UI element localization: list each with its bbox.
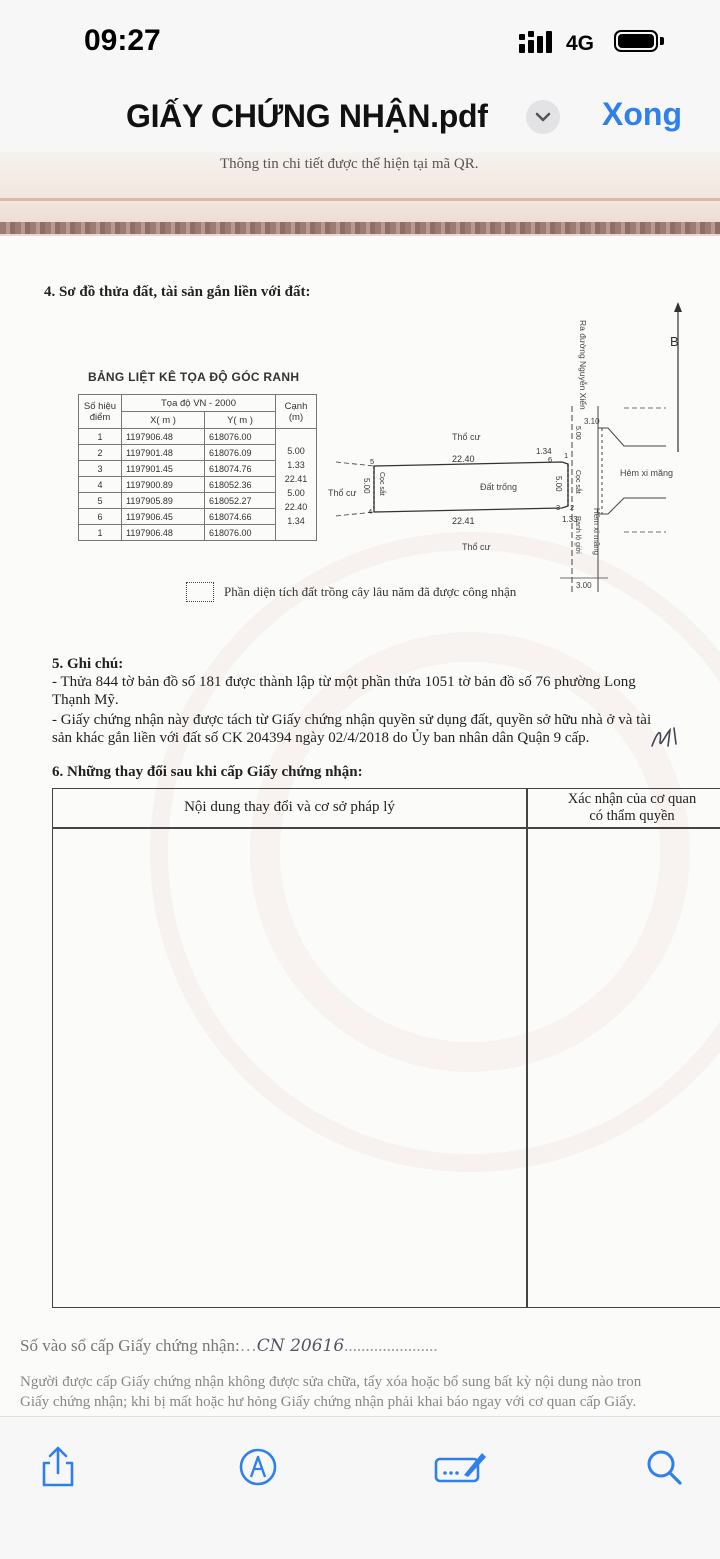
header-coordinate: Tọa độ VN - 2000 (122, 395, 276, 412)
done-button[interactable]: Xong (602, 96, 682, 132)
section-6-title: 6. Những thay đổi sau khi cấp Giấy chứng nhận: (52, 764, 363, 780)
pdf-page[interactable] (0, 152, 720, 1416)
x-value: 1197906.45 (122, 509, 205, 525)
land-left-label: Thổ cư (328, 488, 357, 498)
signature-icon[interactable] (434, 1445, 488, 1489)
initials-signature (648, 724, 688, 752)
dim-left: 5.00 (362, 478, 371, 494)
point-id: 4 (79, 477, 122, 493)
alley-label-vertical: Hẻm xi măng (592, 508, 601, 556)
edge-column (276, 429, 317, 541)
dim-a: 1.34 (536, 447, 552, 456)
alley-edge-top (598, 428, 666, 446)
coordinate-table-title: BẢNG LIỆT KÊ TỌA ĐỘ GÓC RANH (88, 370, 300, 384)
header-edge: Cạnh (m) (276, 395, 317, 429)
point-6-label: 6 (548, 455, 553, 464)
point-id: 3 (79, 461, 122, 477)
point-id: 6 (79, 509, 122, 525)
x-value: 1197905.89 (122, 493, 205, 509)
bottom-toolbar (0, 1416, 720, 1559)
x-value: 1197901.48 (122, 445, 205, 461)
point-id: 1 (79, 525, 122, 541)
header-y: Y( m ) (205, 412, 276, 429)
north-arrowhead (674, 302, 682, 312)
note-line: - Thửa 844 tờ bản đồ số 181 được thành lập từ một phần thửa 1051 tờ bản đồ số 76 phường Long (52, 674, 636, 690)
registry-number: Số vào sổ cấp Giấy chứng nhận:…CN 20616...................... (20, 1336, 438, 1356)
parcel-outline (374, 462, 568, 512)
x-value: 1197906.48 (122, 525, 205, 541)
x-value: 1197906.48 (122, 429, 205, 445)
y-value: 618074.76 (205, 461, 276, 477)
battery-icon (614, 30, 658, 52)
legend-text: Phần diện tích đất trồng cây lâu năm đã được công nhận (224, 584, 517, 599)
header-x: X( m ) (122, 412, 205, 429)
document-title[interactable]: GIẤY CHỨNG NHẬN.pdf (126, 98, 488, 134)
point-3-label: 3 (556, 503, 561, 512)
edge-value: 5.00 (287, 487, 305, 498)
y-value: 618076.00 (205, 525, 276, 541)
navigation-bar (0, 80, 720, 152)
wall-left-label: Cọc sắt (378, 472, 385, 496)
dim-top: 22.40 (452, 454, 475, 464)
land-bottom-label: Thổ cư (462, 542, 491, 552)
changes-confirm-header (527, 791, 720, 825)
edge-value: 22.40 (284, 501, 308, 512)
cellular-signal-icon (518, 30, 558, 54)
point-id: 1 (79, 429, 122, 445)
section-4-title: 4. Sơ đồ thửa đất, tài sản gắn liền với đất: (44, 284, 311, 300)
parcel-diagram (316, 302, 720, 602)
point-2-label: 2 (570, 503, 575, 512)
x-value: 1197900.89 (122, 477, 205, 493)
y-value: 618076.00 (205, 429, 276, 445)
setback-label: Ranh lộ giới (574, 516, 581, 554)
y-value: 618076.09 (205, 445, 276, 461)
dim-alley-top: 3.10 (584, 417, 600, 426)
network-type: 4G (566, 32, 595, 55)
confirm-header-line: Xác nhận của cơ quan (567, 791, 697, 807)
battery-nub (660, 37, 664, 45)
neighbor-line-top (336, 462, 374, 466)
road-label: Ra đường Nguyễn Xiển (578, 320, 588, 410)
qr-note: Thông tin chi tiết được thể hiện tại mã QR. (220, 156, 479, 172)
chevron-down-icon (526, 100, 560, 134)
status-bar (0, 0, 720, 80)
dim-right-2: 5.00 (574, 426, 581, 440)
edge-value: 22.41 (284, 473, 308, 484)
markup-icon[interactable] (236, 1445, 280, 1489)
note-line: Thạnh Mỹ. (52, 692, 119, 708)
coordinate-table (78, 394, 317, 541)
edge-value: 5.00 (287, 445, 305, 456)
dim-b: 1.33 (562, 515, 578, 524)
point-4-label: 4 (368, 507, 373, 516)
table-row (79, 429, 317, 445)
warning-line: Người được cấp Giấy chứng nhận không được sửa chữa, tẩy xóa hoặc bổ sung bất kỳ nội dung nào tron (20, 1374, 642, 1390)
point-id: 5 (79, 493, 122, 509)
search-icon[interactable] (642, 1445, 686, 1489)
wall-right-label: Cọc sắt (574, 470, 581, 494)
section-5-title: 5. Ghi chú: (52, 656, 124, 672)
registry-label: Số vào sổ cấp Giấy chứng nhận: (20, 1336, 240, 1355)
warning-line: Giấy chứng nhận; khi bị mất hoặc hư hỏng Giấy chứng nhận phải khai báo ngay với cơ quan cấp Giấy. (20, 1394, 637, 1410)
point-5-label: 5 (370, 457, 375, 466)
note-line: - Giấy chứng nhận này được tách từ Giấy chứng nhận quyền sử dụng đất, quyền sở hữu nhà ở và tài (52, 712, 652, 728)
note-line: sản khác gắn liền với đất số CK 204394 ngày 02/4/2018 do Ủy ban nhân dân Quận 9 cấp. (52, 730, 590, 746)
dim-bottom: 22.41 (452, 516, 475, 526)
confirm-header-line: có thẩm quyền (589, 808, 675, 824)
x-value: 1197901.45 (122, 461, 205, 477)
edge-value: 1.34 (287, 515, 305, 526)
registry-value: CN 20616 (256, 1336, 345, 1356)
title-menu-button[interactable] (526, 100, 560, 134)
alley-edge-bottom (598, 498, 666, 514)
alley-label: Hẻm xi măng (620, 468, 674, 478)
parcel-label: Đất trống (480, 482, 518, 492)
share-icon[interactable] (36, 1445, 80, 1489)
dim-alley-bottom: 3.00 (576, 581, 592, 590)
dim-right: 5.00 (554, 476, 563, 492)
point-1-label: 1 (564, 451, 569, 460)
y-value: 618052.27 (205, 493, 276, 509)
clock: 09:27 (84, 24, 161, 57)
y-value: 618052.36 (205, 477, 276, 493)
north-label: B (670, 334, 679, 349)
land-top-label: Thổ cư (452, 432, 481, 442)
y-value: 618074.66 (205, 509, 276, 525)
header-point: Số hiệu điểm (79, 395, 122, 429)
changes-table (52, 788, 720, 1308)
edge-value: 1.33 (287, 459, 305, 470)
legend-swatch (186, 582, 214, 602)
point-id: 2 (79, 445, 122, 461)
changes-content-header: Nội dung thay đổi và cơ sở pháp lý (184, 799, 395, 815)
